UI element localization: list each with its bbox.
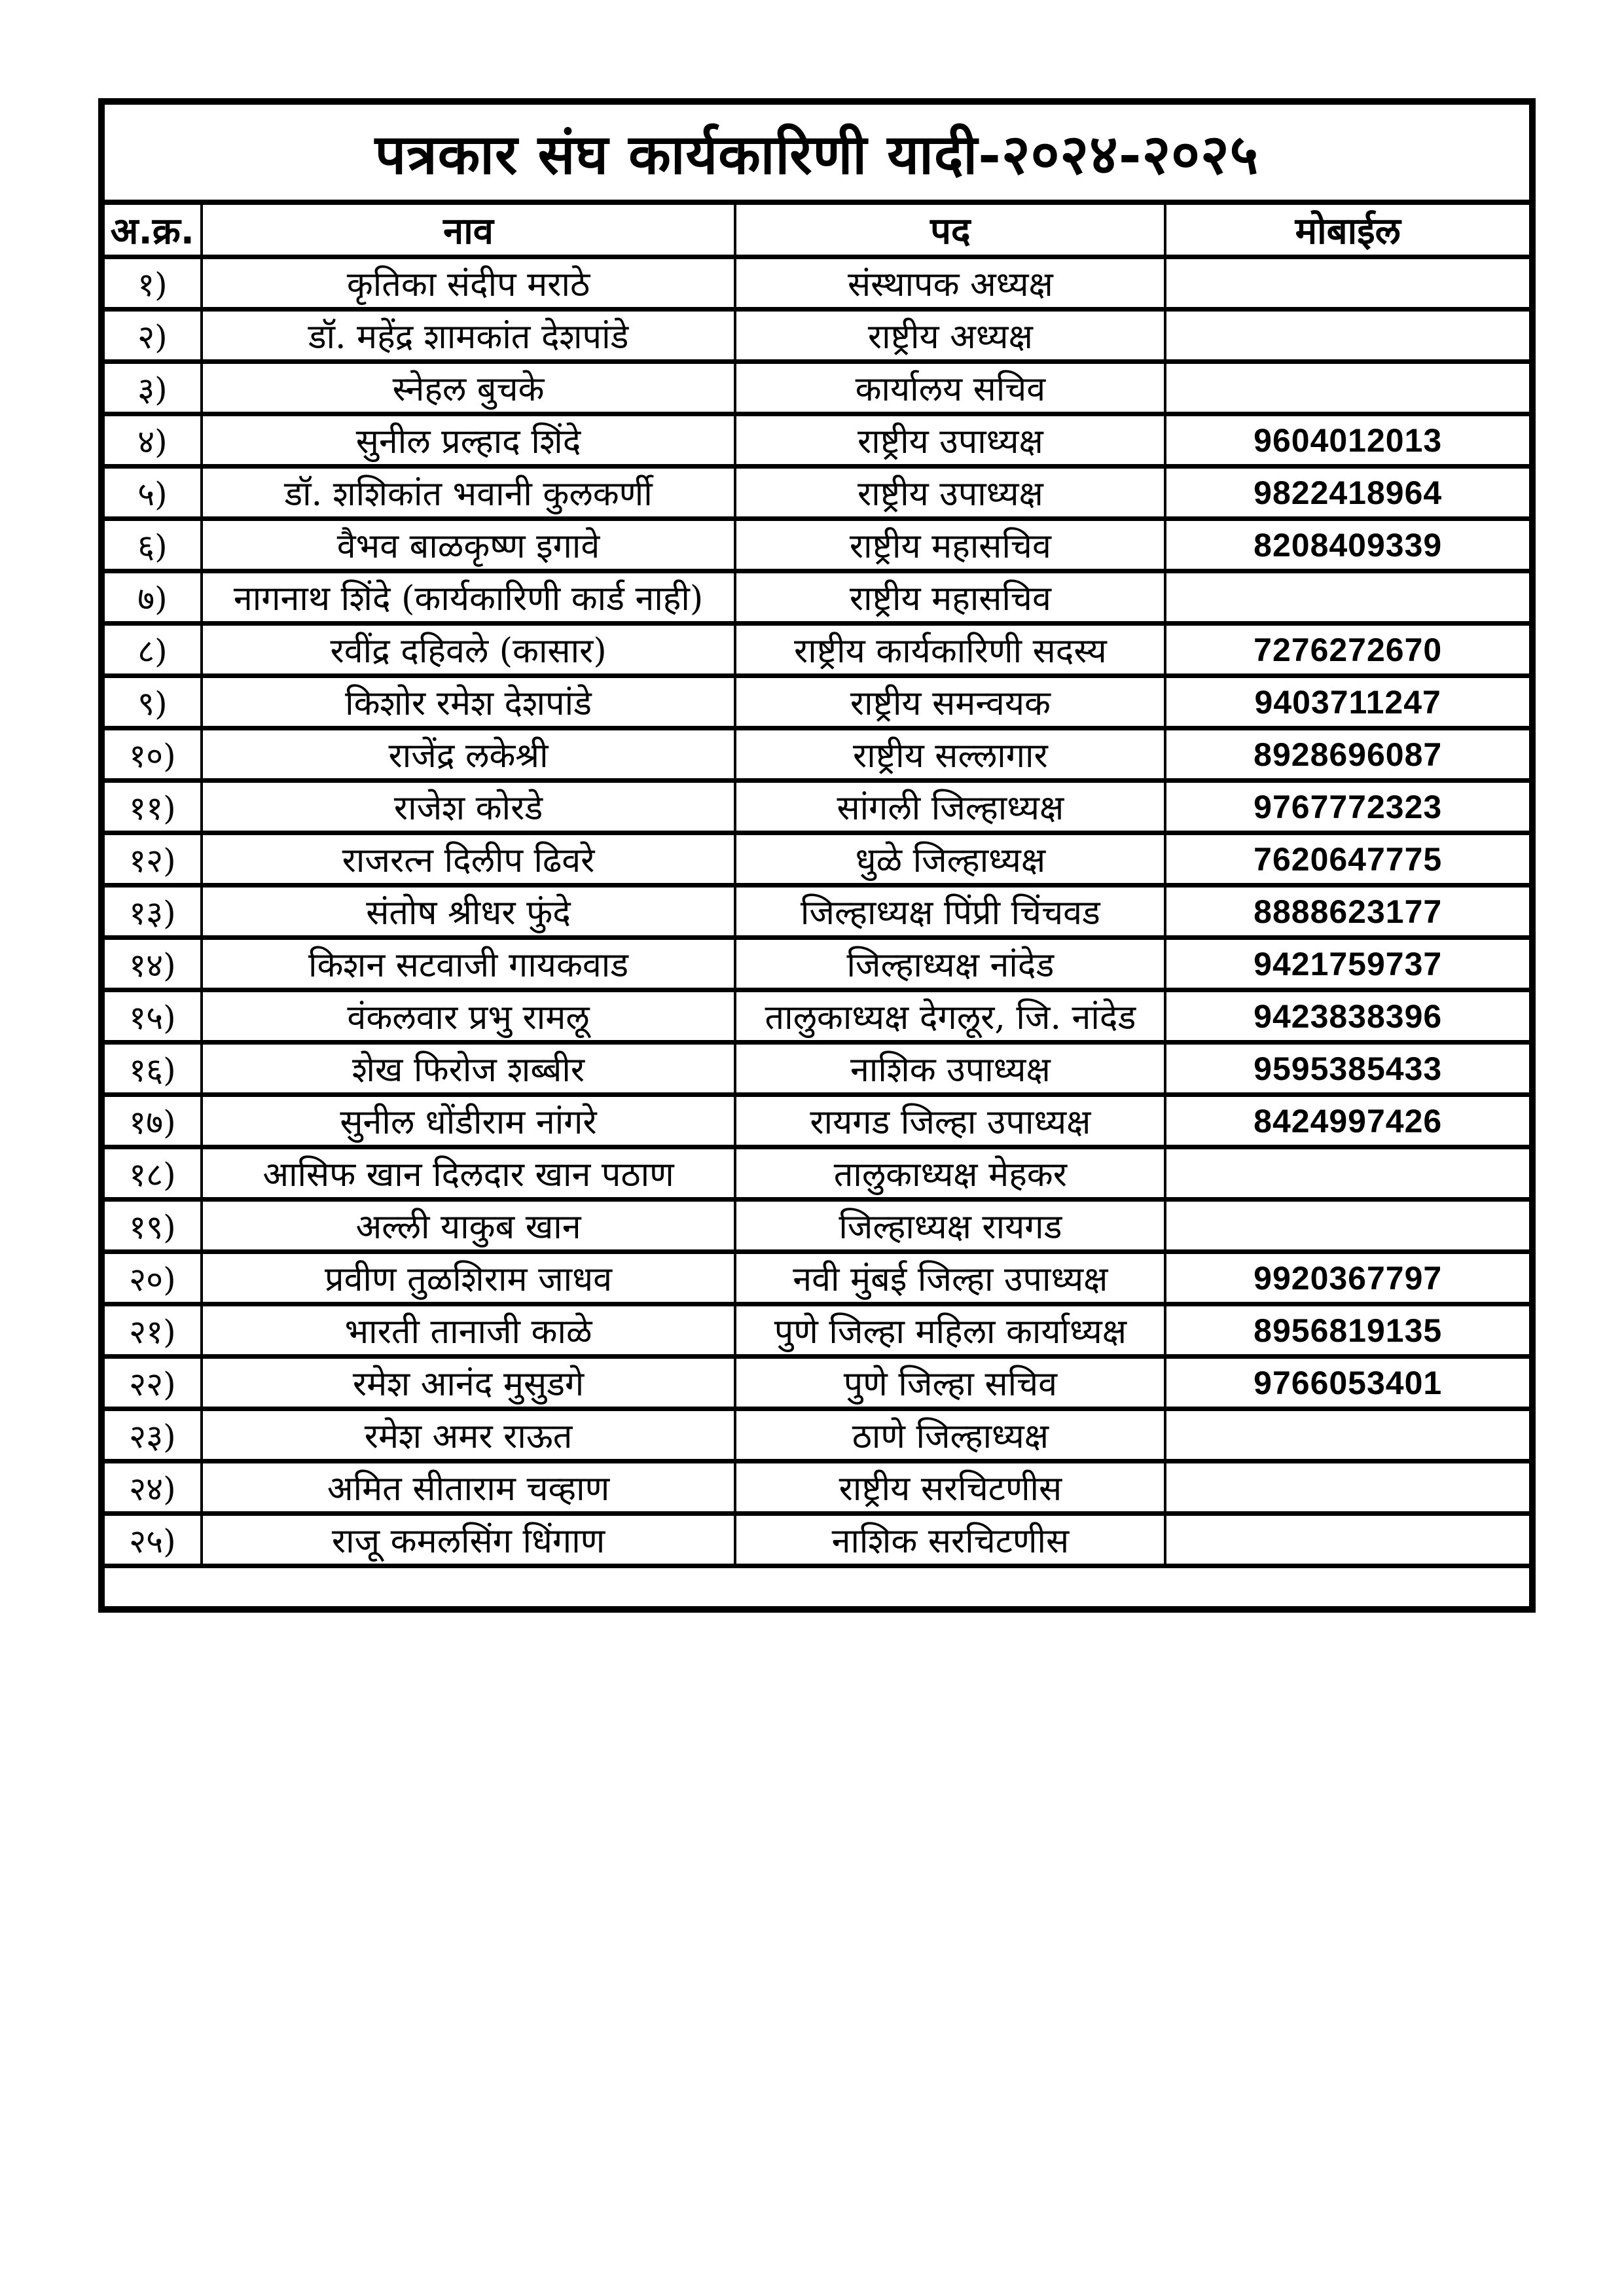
mobile-cell: 7276272670 [1165, 624, 1532, 676]
mobile-cell [1165, 310, 1532, 362]
mobile-cell: 8208409339 [1165, 519, 1532, 571]
name-cell: संतोष श्रीधर फुंदे [202, 886, 736, 938]
name-cell: वंकलवार प्रभु रामलू [202, 990, 736, 1043]
serial-cell: २३) [101, 1409, 202, 1462]
name-cell: भारती तानाजी काळे [202, 1304, 736, 1357]
mobile-cell: 9766053401 [1165, 1357, 1532, 1409]
name-cell: राजू कमलसिंग धिंगाण [202, 1514, 736, 1566]
mobile-cell [1165, 257, 1532, 310]
title-row [101, 101, 1532, 202]
name-cell: कृतिका संदीप मराठे [202, 257, 736, 310]
serial-cell: २०) [101, 1252, 202, 1304]
mobile-cell: 9421759737 [1165, 938, 1532, 990]
table-row [101, 833, 1532, 886]
mobile-cell: 9604012013 [1165, 414, 1532, 467]
name-cell: रवींद्र दहिवले (कासार) [202, 624, 736, 676]
mobile-cell: 7620647775 [1165, 833, 1532, 886]
serial-cell: १४) [101, 938, 202, 990]
serial-cell: २१) [101, 1304, 202, 1357]
position-cell: राष्ट्रीय महासचिव [735, 519, 1165, 571]
table-row [101, 624, 1532, 676]
table-row [101, 1043, 1532, 1095]
position-cell: जिल्हाध्यक्ष नांदेड [735, 938, 1165, 990]
table-row [101, 414, 1532, 467]
name-cell: रमेश अमर राऊत [202, 1409, 736, 1462]
table-row [101, 362, 1532, 414]
executive-committee-table [98, 98, 1536, 1613]
position-cell: नाशिक उपाध्यक्ष [735, 1043, 1165, 1095]
position-cell: राष्ट्रीय महासचिव [735, 571, 1165, 624]
position-cell: रायगड जिल्हा उपाध्यक्ष [735, 1095, 1165, 1147]
position-cell: कार्यालय सचिव [735, 362, 1165, 414]
table-row [101, 938, 1532, 990]
name-cell: सुनील धोंडीराम नांगरे [202, 1095, 736, 1147]
name-cell: डॉ. शशिकांत भवानी कुलकर्णी [202, 467, 736, 519]
name-cell: डॉ. महेंद्र शामकांत देशपांडे [202, 310, 736, 362]
serial-cell: १९) [101, 1200, 202, 1252]
mobile-cell [1165, 1147, 1532, 1200]
table-row [101, 781, 1532, 833]
table-row [101, 1252, 1532, 1304]
mobile-cell [1165, 1462, 1532, 1514]
serial-cell: १३) [101, 886, 202, 938]
serial-cell: २५) [101, 1514, 202, 1566]
name-cell: वैभव बाळकृष्ण इगावे [202, 519, 736, 571]
name-cell: रमेश आनंद मुसुडगे [202, 1357, 736, 1409]
name-cell: प्रवीण तुळशिराम जाधव [202, 1252, 736, 1304]
name-cell: राजरत्न दिलीप ढिवरे [202, 833, 736, 886]
mobile-cell: 9822418964 [1165, 467, 1532, 519]
mobile-cell [1165, 1200, 1532, 1252]
mobile-cell: 9403711247 [1165, 676, 1532, 728]
serial-cell: ५) [101, 467, 202, 519]
name-cell: राजेंद्र लकेश्री [202, 728, 736, 781]
table-row [101, 1147, 1532, 1200]
mobile-cell: 8956819135 [1165, 1304, 1532, 1357]
name-cell: नागनाथ शिंदे (कार्यकारिणी कार्ड नाही) [202, 571, 736, 624]
header-mobile: मोबाईल [1165, 202, 1532, 257]
document-title: पत्रकार संघ कार्यकारिणी यादी-२०२४-२०२५ [101, 101, 1532, 202]
table-body [101, 101, 1532, 1609]
name-cell: शेख फिरोज शब्बीर [202, 1043, 736, 1095]
table-row [101, 1200, 1532, 1252]
table-row [101, 1304, 1532, 1357]
mobile-cell [1165, 362, 1532, 414]
name-cell: किशोर रमेश देशपांडे [202, 676, 736, 728]
table-row [101, 467, 1532, 519]
position-cell: राष्ट्रीय सरचिटणीस [735, 1462, 1165, 1514]
position-cell: राष्ट्रीय उपाध्यक्ष [735, 414, 1165, 467]
table-row [101, 1462, 1532, 1514]
position-cell: जिल्हाध्यक्ष पिंप्री चिंचवड [735, 886, 1165, 938]
mobile-cell [1165, 1409, 1532, 1462]
serial-cell: १२) [101, 833, 202, 886]
name-cell: आसिफ खान दिलदार खान पठाण [202, 1147, 736, 1200]
serial-cell: १६) [101, 1043, 202, 1095]
serial-cell: १५) [101, 990, 202, 1043]
table-row [101, 1514, 1532, 1566]
table-row [101, 257, 1532, 310]
position-cell: पुणे जिल्हा सचिव [735, 1357, 1165, 1409]
mobile-cell: 9595385433 [1165, 1043, 1532, 1095]
table-row [101, 1357, 1532, 1409]
position-cell: सांगली जिल्हाध्यक्ष [735, 781, 1165, 833]
table-row [101, 886, 1532, 938]
table-row [101, 310, 1532, 362]
serial-cell: ८) [101, 624, 202, 676]
name-cell: स्नेहल बुचके [202, 362, 736, 414]
position-cell: राष्ट्रीय कार्यकारिणी सदस्य [735, 624, 1165, 676]
serial-cell: १७) [101, 1095, 202, 1147]
serial-cell: ७) [101, 571, 202, 624]
position-cell: पुणे जिल्हा महिला कार्याध्यक्ष [735, 1304, 1165, 1357]
name-cell: किशन सटवाजी गायकवाड [202, 938, 736, 990]
table-row [101, 728, 1532, 781]
serial-cell: २) [101, 310, 202, 362]
serial-cell: २४) [101, 1462, 202, 1514]
header-serial: अ.क्र. [101, 202, 202, 257]
serial-cell: ९) [101, 676, 202, 728]
table-row [101, 676, 1532, 728]
header-name: नाव [202, 202, 736, 257]
name-cell: अल्ली याकुब खान [202, 1200, 736, 1252]
table-row [101, 519, 1532, 571]
empty-cell [101, 1566, 1532, 1610]
position-cell: राष्ट्रीय उपाध्यक्ष [735, 467, 1165, 519]
serial-cell: १०) [101, 728, 202, 781]
mobile-cell: 9767772323 [1165, 781, 1532, 833]
mobile-cell: 9423838396 [1165, 990, 1532, 1043]
table-row [101, 571, 1532, 624]
name-cell: अमित सीताराम चव्हाण [202, 1462, 736, 1514]
name-cell: सुनील प्रल्हाद शिंदे [202, 414, 736, 467]
table-row [101, 1095, 1532, 1147]
mobile-cell: 9920367797 [1165, 1252, 1532, 1304]
serial-cell: ४) [101, 414, 202, 467]
position-cell: जिल्हाध्यक्ष रायगड [735, 1200, 1165, 1252]
mobile-cell: 8928696087 [1165, 728, 1532, 781]
position-cell: राष्ट्रीय सल्लागार [735, 728, 1165, 781]
position-cell: तालुकाध्यक्ष देगलूर, जि. नांदेड [735, 990, 1165, 1043]
position-cell: तालुकाध्यक्ष मेहकर [735, 1147, 1165, 1200]
mobile-cell [1165, 1514, 1532, 1566]
serial-cell: १८) [101, 1147, 202, 1200]
position-cell: संस्थापक अध्यक्ष [735, 257, 1165, 310]
serial-cell: ११) [101, 781, 202, 833]
position-cell: धुळे जिल्हाध्यक्ष [735, 833, 1165, 886]
serial-cell: १) [101, 257, 202, 310]
mobile-cell [1165, 571, 1532, 624]
mobile-cell: 8888623177 [1165, 886, 1532, 938]
serial-cell: ६) [101, 519, 202, 571]
position-cell: नाशिक सरचिटणीस [735, 1514, 1165, 1566]
serial-cell: ३) [101, 362, 202, 414]
header-position: पद [735, 202, 1165, 257]
position-cell: नवी मुंबई जिल्हा उपाध्यक्ष [735, 1252, 1165, 1304]
position-cell: राष्ट्रीय समन्वयक [735, 676, 1165, 728]
mobile-cell: 8424997426 [1165, 1095, 1532, 1147]
table-row [101, 1409, 1532, 1462]
table-header-row [101, 202, 1532, 257]
empty-row [101, 1566, 1532, 1610]
position-cell: ठाणे जिल्हाध्यक्ष [735, 1409, 1165, 1462]
serial-cell: २२) [101, 1357, 202, 1409]
table-row [101, 990, 1532, 1043]
position-cell: राष्ट्रीय अध्यक्ष [735, 310, 1165, 362]
name-cell: राजेश कोरडे [202, 781, 736, 833]
